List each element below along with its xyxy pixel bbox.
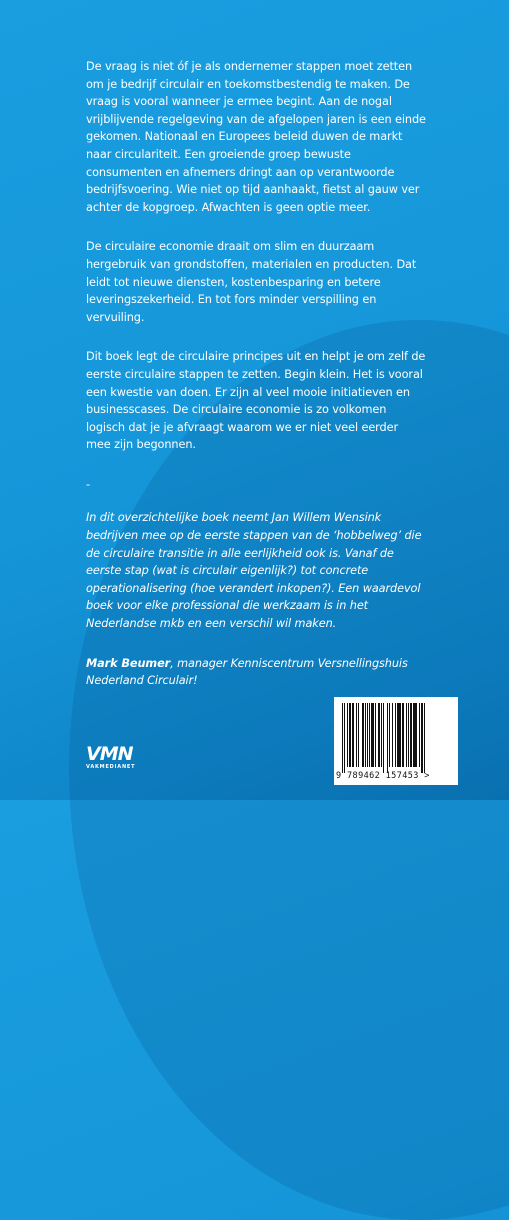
endorsement-quote: In dit overzichtelijke boek neemt Jan Willem Wensink bedrijven mee op de eerste stappen van de ‘hobbelweg’ die de circulaire transitie in alle eerlijkheid ook is. Vanaf de eerste stap (wat is circulair eigenlijk?) tot concrete operationalisering (hoe verandert inkopen?). Een waardevol boek voor elke professional die werkzaam is in het Nederlandse mkb en een verschil wil maken. — [86, 511, 422, 631]
endorsement-credit — [86, 655, 426, 690]
barcode-bars — [342, 703, 452, 767]
publisher-logo-mark: VMN — [86, 743, 133, 765]
paragraph-2: De circulaire economie draait om slim en duurzaam hergebruik van grondstoffen, materialen en producten. Dat leidt tot nieuwe diensten, kostenbesparing en betere leveringszekerheid. En tot fors minder verspilling en vervuiling. — [86, 240, 417, 324]
publisher-logo-subtext: VAKMEDIANET — [86, 764, 136, 770]
back-cover-text — [86, 58, 426, 690]
endorser-name: Mark Beumer — [86, 656, 171, 670]
publisher-logo — [86, 744, 144, 784]
endorser-role: , manager Kenniscentrum Versnellingshuis Nederland Circulair! — [86, 656, 408, 688]
paragraph-1: De vraag is niet óf je als ondernemer stappen moet zetten om je bedrijf circulair en toekomstbestendig te maken. De vraag is vooral wanneer je ermee begint. Aan de nogal vrijblijvende regelgeving van de afgelopen jaren is een einde gekomen. Nationaal en Europees beleid duwen de markt naar circulariteit. Een groeiende groep bewuste consumenten en afnemers dringt aan op verantwoorde bedrijfsvoering. Wie niet op tijd aanhaakt, fietst al gauw ver achter de kopgroep. Afwachten is geen optie meer. — [86, 60, 426, 214]
separator: - — [86, 477, 90, 491]
isbn-number: 9 789462 157453 > — [336, 771, 430, 781]
barcode — [334, 697, 458, 785]
paragraph-3: Dit boek legt de circulaire principes uit en helpt je om zelf de eerste circulaire stappen te zetten. Begin klein. Het is vooral een kwestie van doen. Er zijn al veel mooie initiatieven en businesscases. De circulaire economie is zo volkomen logisch dat je je afvraagt waarom we er niet veel eerder mee zijn begonnen. — [86, 350, 426, 452]
barcode-stripe — [425, 703, 426, 767]
